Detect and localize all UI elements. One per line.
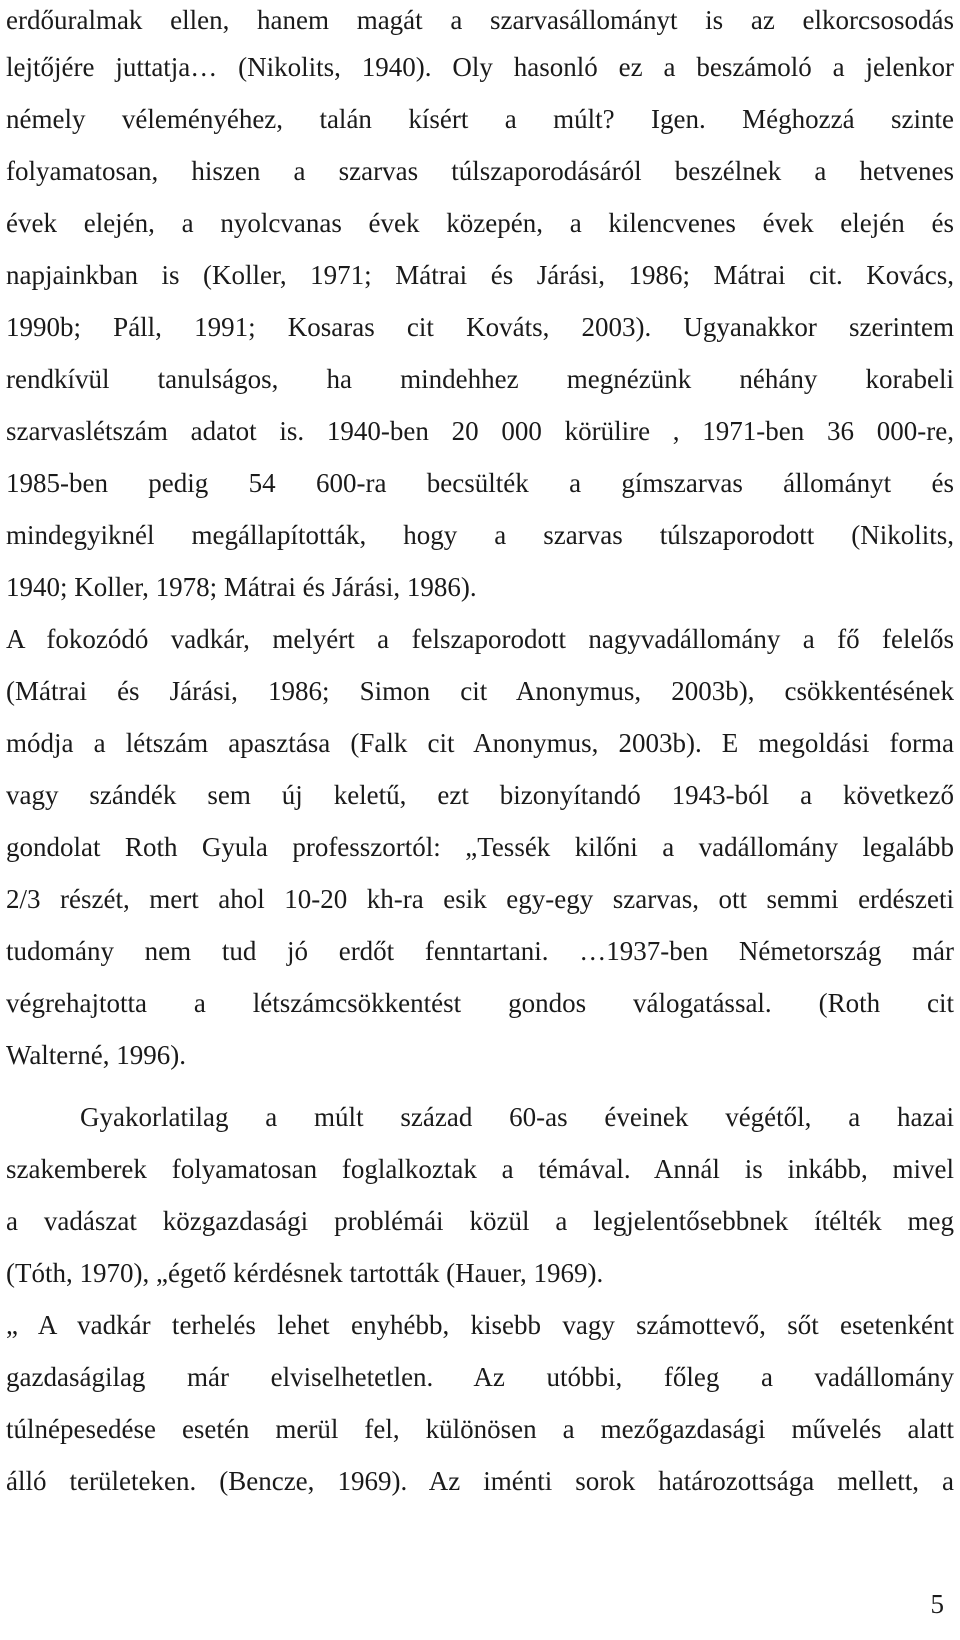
- text-line: gondolat Roth Gyula professzortól: „Tessék kilőni a vadállomány legalább: [6, 832, 954, 862]
- text-line: lejtőjére juttatja… (Nikolits, 1940). Oly hasonló ez a beszámoló a jelenkor: [6, 52, 954, 82]
- text-line: (Mátrai és Járási, 1986; Simon cit Anonymus, 2003b), csökkentésének: [6, 676, 954, 706]
- text-line: 1940; Koller, 1978; Mátrai és Járási, 1986).: [6, 572, 477, 602]
- page-number: 5: [930, 1589, 944, 1619]
- text-line: álló területeken. (Bencze, 1969). Az iménti sorok határozottsága mellett, a: [6, 1466, 954, 1496]
- text-line: a vadászat közgazdasági problémái közül a legjelentősebbnek ítélték meg: [6, 1206, 954, 1236]
- text-line: „ A vadkár terhelés lehet enyhébb, kisebb vagy számottevő, sőt esetenként: [6, 1310, 954, 1340]
- text-line: szakemberek folyamatosan foglalkoztak a témával. Annál is inkább, mivel: [6, 1154, 954, 1184]
- text-line: túlnépesedése esetén merül fel, különösen a mezőgazdasági művelés alatt: [6, 1414, 954, 1444]
- text-line: rendkívül tanulságos, ha mindehhez megnézünk néhány korabeli: [6, 364, 954, 394]
- text-line: erdőuralmak ellen, hanem magát a szarvasállományt is az elkorcsosodás: [6, 5, 954, 35]
- text-line: 1990b; Páll, 1991; Kosaras cit Kováts, 2003). Ugyanakkor szerintem: [6, 312, 954, 342]
- text-line: (Tóth, 1970), „égető kérdésnek tartották (Hauer, 1969).: [6, 1258, 604, 1288]
- text-line: mindegyiknél megállapították, hogy a szarvas túlszaporodott (Nikolits,: [6, 520, 954, 550]
- text-line: 1985-ben pedig 54 600-ra becsülték a gímszarvas állományt és: [6, 468, 954, 498]
- text-line: évek elején, a nyolcvanas évek közepén, a kilencvenes évek elején és: [6, 208, 954, 238]
- text-line: vagy szándék sem új keletű, ezt bizonyítandó 1943-ból a következő: [6, 780, 954, 810]
- text-line: szarvaslétszám adatot is. 1940-ben 20 000 körülire , 1971-ben 36 000-re,: [6, 416, 954, 446]
- text-line: némely véleményéhez, talán kísért a múlt? Igen. Méghozzá szinte: [6, 104, 954, 134]
- text-line: módja a létszám apasztása (Falk cit Anonymus, 2003b). E megoldási forma: [6, 728, 954, 758]
- text-line: Walterné, 1996).: [6, 1040, 187, 1070]
- text-line: A fokozódó vadkár, melyért a felszaporodott nagyvadállomány a fő felelős: [6, 624, 954, 654]
- text-line: 2/3 részét, mert ahol 10-20 kh-ra esik egy-egy szarvas, ott semmi erdészeti: [6, 884, 954, 914]
- text-line: Gyakorlatilag a múlt század 60-as éveinek végétől, a hazai: [80, 1102, 954, 1132]
- text-line: tudomány nem tud jó erdőt fenntartani. …1937-ben Németország már: [6, 936, 954, 966]
- text-line: napjainkban is (Koller, 1971; Mátrai és Járási, 1986; Mátrai cit. Kovács,: [6, 260, 954, 290]
- text-line: gazdaságilag már elviselhetetlen. Az utóbbi, főleg a vadállomány: [6, 1362, 954, 1392]
- text-line: folyamatosan, hiszen a szarvas túlszaporodásáról beszélnek a hetvenes: [6, 156, 954, 186]
- text-line: végrehajtotta a létszámcsökkentést gondos válogatással. (Roth cit: [6, 988, 954, 1018]
